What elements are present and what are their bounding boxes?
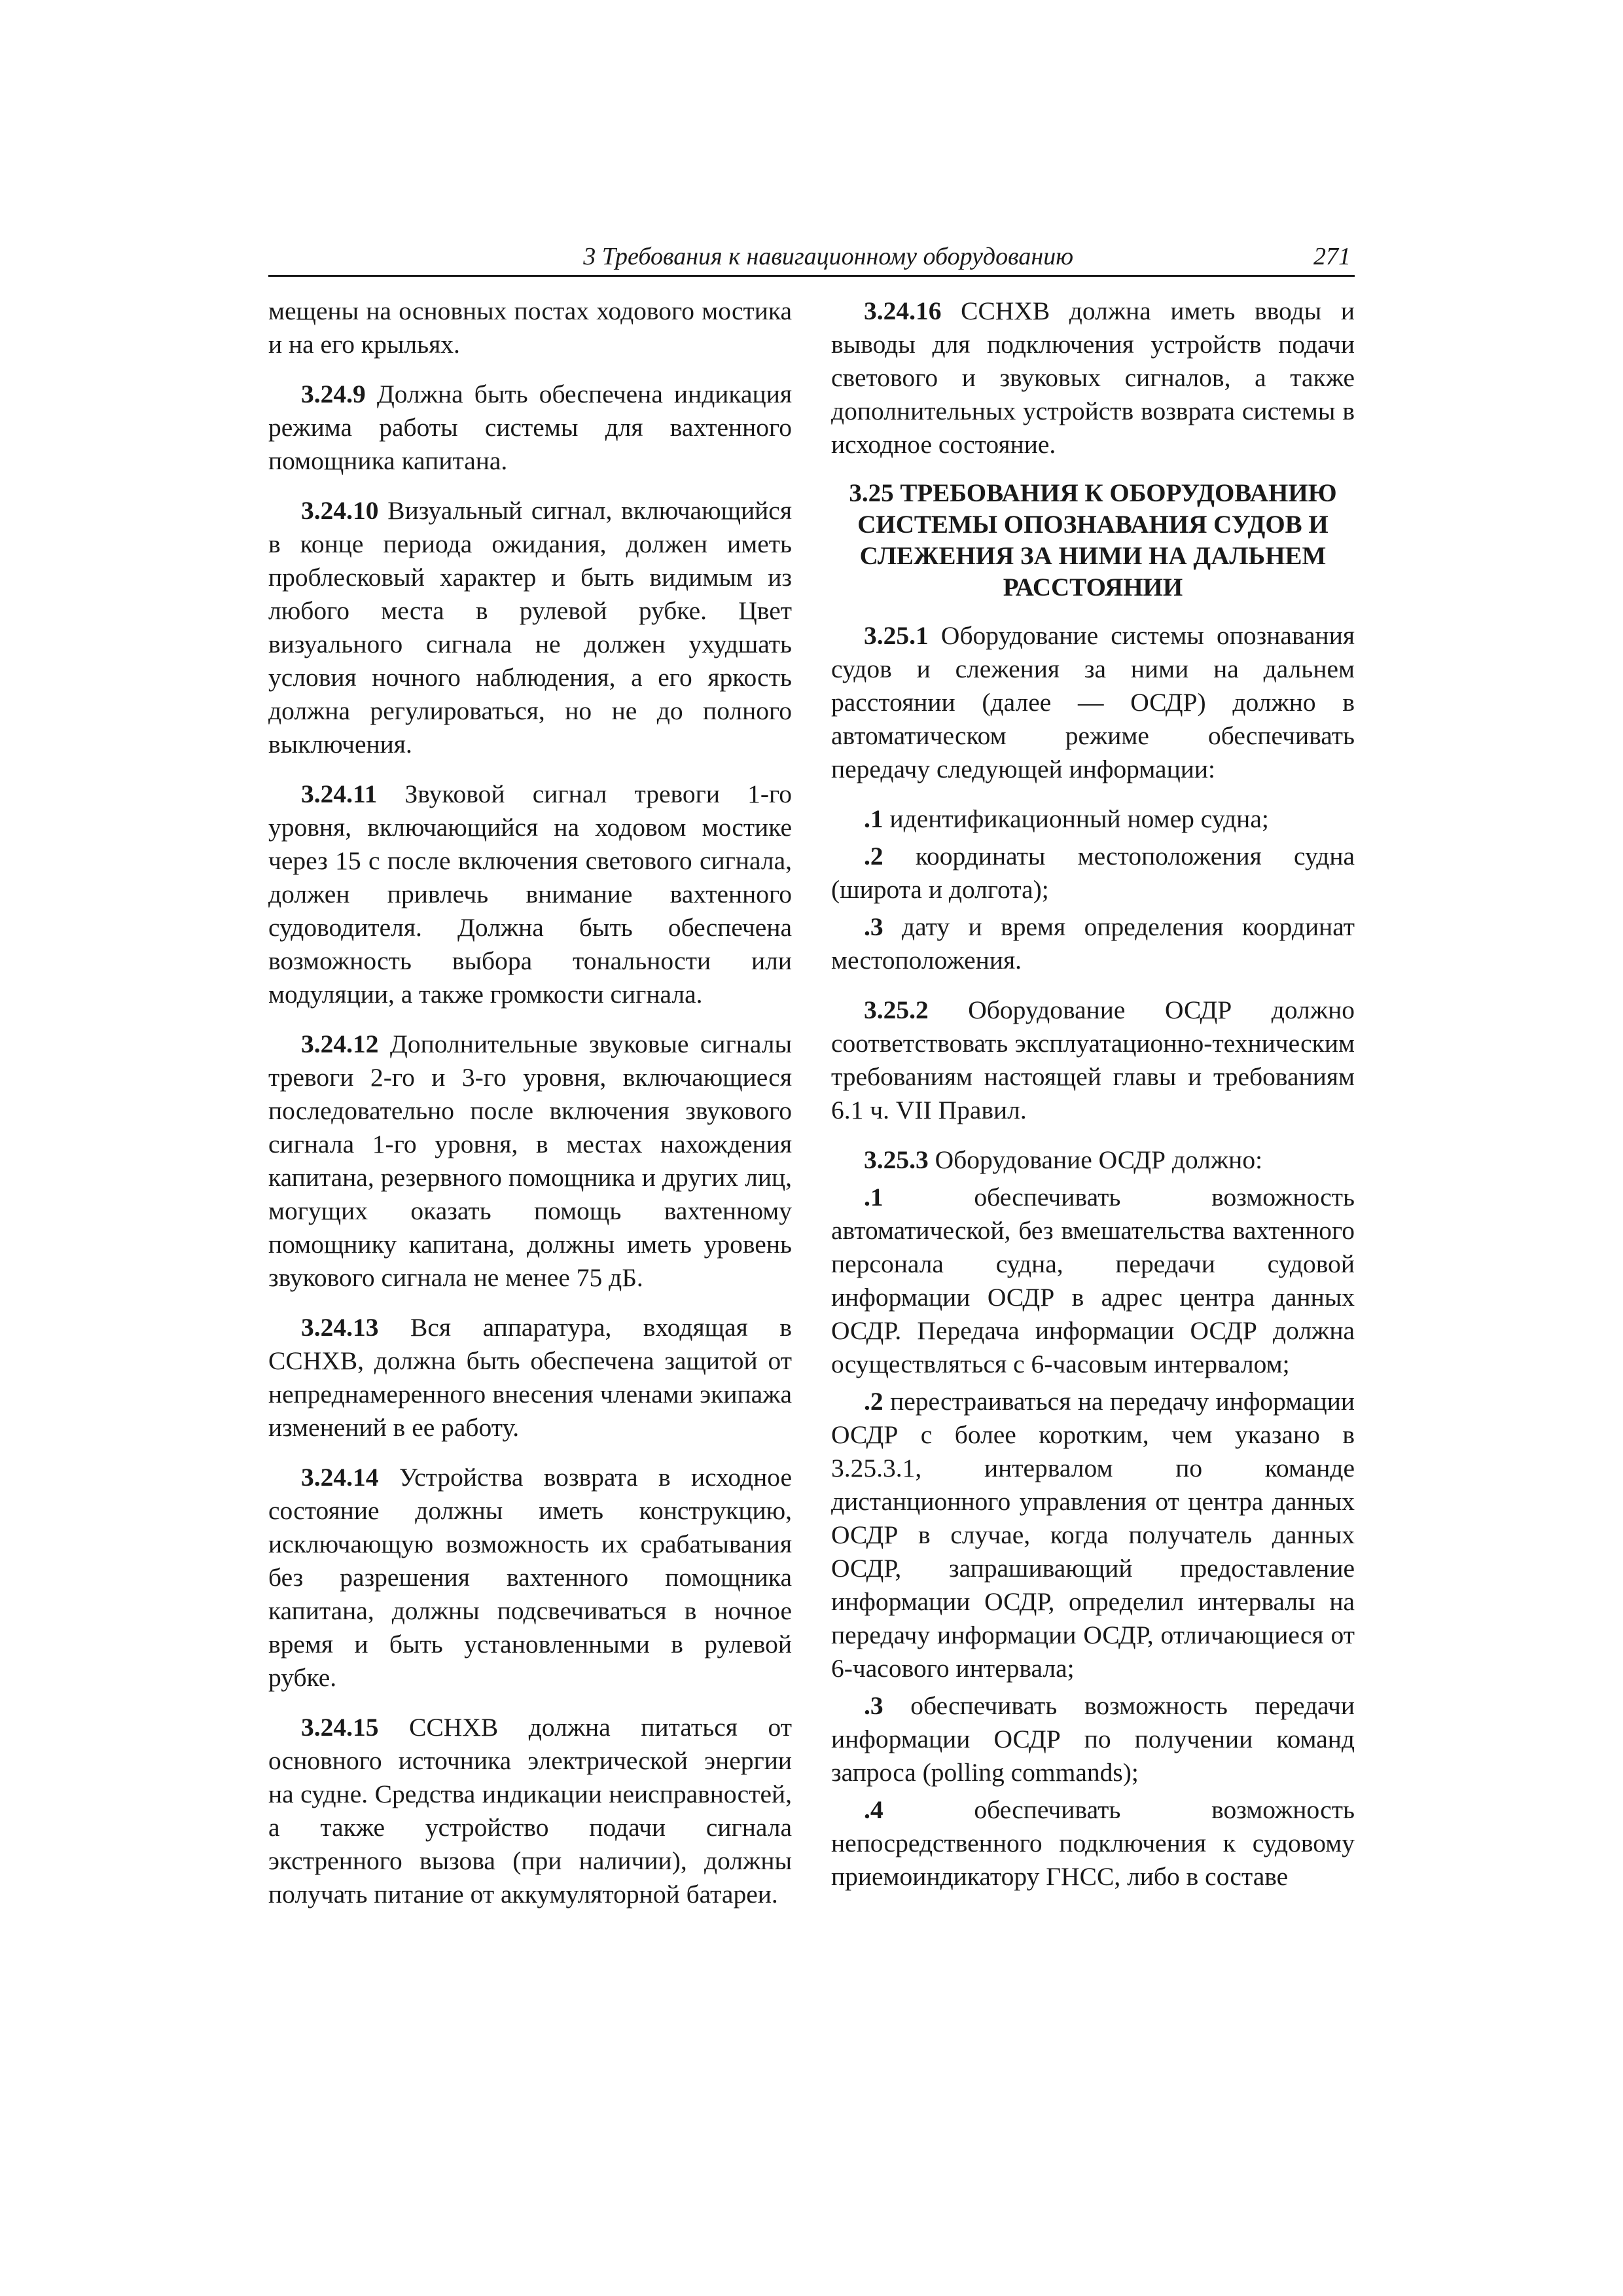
page-number: 271 <box>1313 243 1351 270</box>
list-item-number: .4 <box>864 1795 883 1824</box>
paragraph-text: Устройства возврата в исходное состояние должны иметь конструкцию, исключающую возможность их срабатывания без разрешения вахтенного помощника капитана, должны подсвечиваться в ночное время и быть установленными в рулевой рубке. <box>268 1463 793 1692</box>
paragraph-3-24-14 <box>268 1461 792 1695</box>
paragraph-text: ССНХВ должна питаться от основного источника электрической энергии на судне. Средства индикации неисправностей, а также устройство подачи сигнала экстренного вызова (при наличии), должны получать питание от аккумуляторной батареи. <box>268 1713 793 1909</box>
left-column <box>268 295 792 1928</box>
list-item-text: обеспечивать возможность автоматической, без вмешательства вахтенного персонала судна, передачи судовой информации ОСДР в адрес центра данных ОСДР. Передача информации ОСДР должна осуществляться с 6-часовым интервалом; <box>831 1183 1355 1378</box>
paragraph-number: 3.25.1 <box>864 621 929 650</box>
paragraph-number: 3.25.2 <box>864 996 929 1024</box>
paragraph-text: Визуальный сигнал, включающийся в конце периода ожидания, должен иметь проблесковый характер и быть видимым из любого места в рулевой рубке. Цвет визуального сигнала не должен ухудшать условия ночного наблюдения, а его яркость должна регулироваться, но не до полного выключения. <box>268 496 792 759</box>
list-item <box>831 802 1355 836</box>
list-item <box>831 1181 1355 1381</box>
paragraph-3-25-1 <box>831 619 1355 786</box>
paragraph-text: Дополнительные звуковые сигналы тревоги 2-го и 3-го уровня, включающиеся последовательно после включения звукового сигнала 1-го уровня, в местах нахождения капитана, резервного помощника и других лиц, могущих оказать помощь вахтенному помощнику капитана, должны иметь уровень звукового сигнала не менее 75 дБ. <box>268 1030 792 1292</box>
list-item-number: .2 <box>864 1387 883 1416</box>
section-title: 3.25 ТРЕБОВАНИЯ К ОБОРУДОВАНИЮ СИСТЕМЫ ОПОЗНАВАНИЯ СУДОВ И СЛЕЖЕНИЯ ЗА НИМИ НА ДАЛЬНЕМ РАССТОЯНИИ <box>849 479 1337 601</box>
paragraph-3-24-15 <box>268 1711 792 1911</box>
paragraph-number: 3.25.3 <box>864 1145 929 1174</box>
paragraph-text: ССНХВ должна иметь вводы и выводы для подключения устройств подачи светового и звуковых сигналов, а также дополнительных устройств возврата системы в исходное состояние. <box>831 296 1355 459</box>
list-item-text: координаты местоположения судна (широта и долгота); <box>831 842 1355 904</box>
paragraph-number: 3.24.13 <box>301 1313 379 1342</box>
paragraph-number: 3.24.9 <box>301 380 366 408</box>
list-item-text: обеспечивать возможность передачи информации ОСДР по получении команд запроса (polling commands); <box>831 1691 1355 1787</box>
list-item-text: дату и время определения координат местоположения. <box>831 912 1355 975</box>
list-item-number: .1 <box>864 1183 883 1211</box>
list-item-number: .3 <box>864 912 883 941</box>
paragraph-text: Оборудование системы опознавания судов и слежения за ними на дальнем расстоянии (далее — ОСДР) должно в автоматическом режиме обеспечивать передачу следующей информации: <box>831 621 1355 783</box>
list-item <box>831 910 1355 977</box>
list-item-text: идентификационный номер судна; <box>889 804 1269 833</box>
paragraph-3-24-13 <box>268 1311 792 1444</box>
list-item-number: .2 <box>864 842 883 870</box>
list-item <box>831 840 1355 906</box>
paragraph-number: 3.24.10 <box>301 496 379 525</box>
paragraph-text: Вся аппаратура, входящая в ССНХВ, должна быть обеспечена защитой от непреднамеренного внесения членами экипажа изменений в ее работу. <box>268 1313 792 1442</box>
list-item <box>831 1689 1355 1789</box>
page-header <box>268 241 1355 277</box>
paragraph-text: Оборудование ОСДР должно: <box>935 1145 1263 1174</box>
paragraph-3-24-10 <box>268 494 792 761</box>
paragraph-3-24-9 <box>268 378 792 478</box>
list-item-text: обеспечивать возможность непосредственного подключения к судовому приемоиндикатору ГНСС, либо в составе <box>831 1795 1355 1891</box>
paragraph-text: Оборудование ОСДР должно соответствовать эксплуатационно-техническим требованиям настоящей главы и требованиям 6.1 ч. VII Правил. <box>831 996 1355 1124</box>
paragraph-number: 3.24.14 <box>301 1463 379 1492</box>
paragraph-3-24-16 <box>831 295 1355 461</box>
paragraph-text: Должна быть обеспечена индикация режима работы системы для вахтенного помощника капитана. <box>268 380 792 475</box>
running-title: 3 Требования к навигационному оборудованию <box>583 243 1073 270</box>
list-item-number: .1 <box>864 804 883 833</box>
paragraph-3-25-3 <box>831 1143 1355 1177</box>
paragraph-text: мещены на основных постах ходового мостика и на его крыльях. <box>268 296 792 359</box>
paragraph-text: Звуковой сигнал тревоги 1-го уровня, включающийся на ходовом мостике через 15 с после включения светового сигнала, должен привлечь внимание вахтенного судоводителя. Должна быть обеспечена возможность выбора тональности или модуляции, а также громкости сигнала. <box>268 780 793 1009</box>
list-item-number: .3 <box>864 1691 883 1720</box>
right-column <box>831 295 1355 1897</box>
paragraph-number: 3.24.12 <box>301 1030 379 1058</box>
list-item-text: перестраиваться на передачу информации ОСДР с более коротким, чем указано в 3.25.3.1, интервалом по команде дистанционного управления от центра данных ОСДР в случае, когда получатель данных ОСДР, запрашивающий предоставление информации ОСДР, определил интервалы на передачу информации ОСДР, отличающиеся от 6-часового интервала; <box>831 1387 1355 1683</box>
paragraph-3-24-11 <box>268 778 792 1011</box>
list-item <box>831 1793 1355 1893</box>
paragraph-3-24-12 <box>268 1028 792 1295</box>
list-item <box>831 1385 1355 1685</box>
paragraph-3-25-2 <box>831 994 1355 1127</box>
paragraph-continuation <box>268 295 792 361</box>
paragraph-number: 3.24.11 <box>301 780 378 808</box>
paragraph-number: 3.24.15 <box>301 1713 379 1742</box>
paragraph-number: 3.24.16 <box>864 296 942 325</box>
